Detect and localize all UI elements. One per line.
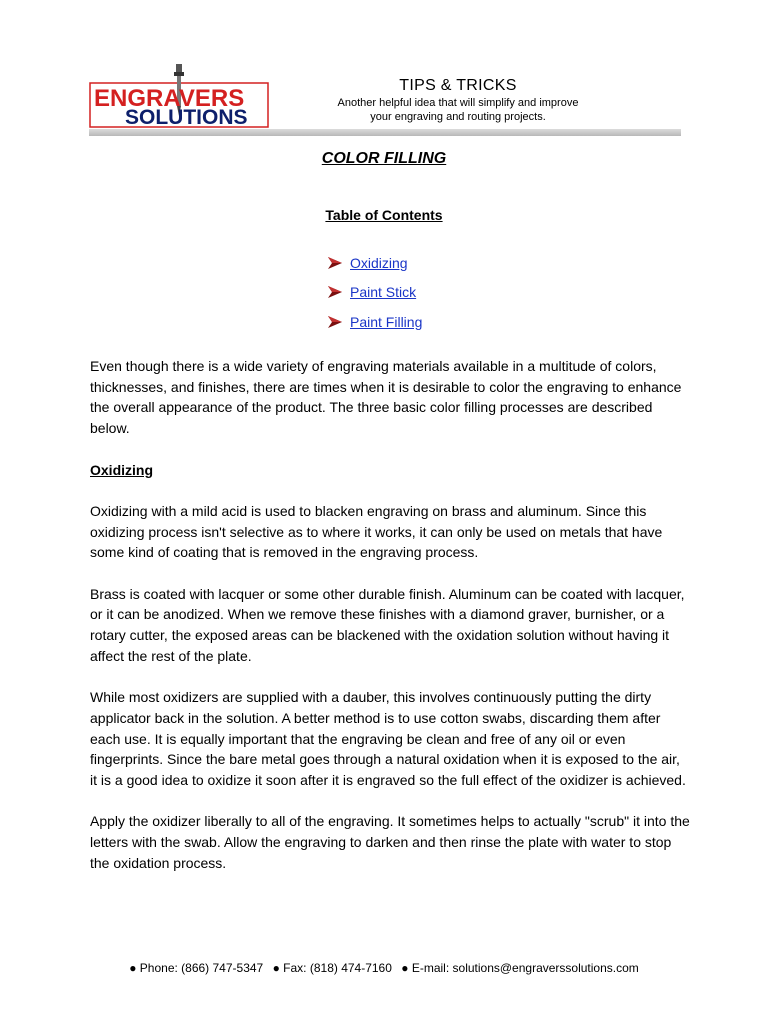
header-divider xyxy=(89,129,681,136)
toc-item-oxidizing xyxy=(326,248,422,278)
toc-link-paint-stick[interactable]: Paint Stick xyxy=(350,284,417,301)
oxidizing-paragraph-2: Brass is coated with lacquer or some other durable finish. Aluminum can be coated with lacquer, or it can be anodized. When we remove these finishes with a diamond graver, burnisher, or a rotary cutter, the exposed areas can be blackened with the oxidation solution without having it affect the rest of the plate. xyxy=(90,585,685,664)
oxidizing-paragraph-1: Oxidizing with a mild acid is used to blacken engraving on brass and aluminum. Since this oxidizing process isn't selective as to where it works, it can only be used on metals that have some kind of coating that is removed in the engraving process. xyxy=(90,502,663,561)
footer-fax: Fax: (818) 474-7160 xyxy=(283,961,392,975)
svg-text:ENGRAVERS: ENGRAVERS xyxy=(94,85,245,112)
tips-title: TIPS & TRICKS xyxy=(399,77,517,94)
company-logo xyxy=(89,62,269,128)
toc-heading: Table of Contents xyxy=(325,207,443,223)
oxidizing-paragraph-3: While most oxidizers are supplied with a dauber, this involves continuously putting the dirty applicator back in the solution. A better method is to use cotton swabs, discarding them after each use. It is equally important that the engraving be clean and free of any oil or even fingerprints. Since the bare metal goes through a natural oxidation when it is exposed to the air, it is a good idea to oxidize it soon after it is engraved so the full effect of the oxidizer is achieved. xyxy=(90,689,686,788)
toc-item-paint-stick xyxy=(326,278,422,308)
bullet-icon: ● xyxy=(401,961,409,975)
svg-text:SOLUTIONS: SOLUTIONS xyxy=(125,106,248,128)
document-body xyxy=(90,356,690,894)
arrow-bullet-icon xyxy=(326,256,344,270)
toc-link-paint-filling[interactable]: Paint Filling xyxy=(350,313,423,330)
tips-subtitle-line-1: Another helpful idea that will simplify and improve xyxy=(337,97,579,109)
bullet-icon: ● xyxy=(272,961,280,975)
footer-email: E-mail: solutions@engraverssolutions.com xyxy=(411,961,639,975)
engravers-solutions-logo-graphic xyxy=(89,62,269,128)
bullet-icon: ● xyxy=(129,961,137,975)
arrow-bullet-icon xyxy=(326,315,344,329)
contact-footer xyxy=(0,960,768,976)
toc-item-paint-filling xyxy=(326,307,422,337)
arrow-bullet-icon xyxy=(326,285,344,299)
intro-paragraph: Even though there is a wide variety of engraving materials available in a multitude of colors, thicknesses, and finishes, there are times when it is desirable to color the engraving to enhance the overall appearance of the product. The three basic color filling processes are described below. xyxy=(90,358,682,437)
toc-link-oxidizing[interactable]: Oxidizing xyxy=(350,254,408,271)
footer-phone: Phone: (866) 747-5347 xyxy=(139,961,264,975)
document-title: COLOR FILLING xyxy=(321,150,447,167)
tips-subtitle-line-2: your engraving and routing projects. xyxy=(370,111,546,123)
oxidizing-paragraph-4: Apply the oxidizer liberally to all of the engraving. It sometimes helps to actually "scrub" it into the letters with the swab. Allow the engraving to darken and then rinse the plate with water to stop the oxidation process. xyxy=(90,813,690,871)
oxidizing-heading: Oxidizing xyxy=(90,461,153,478)
toc-list xyxy=(326,248,422,337)
header-block xyxy=(300,76,616,124)
